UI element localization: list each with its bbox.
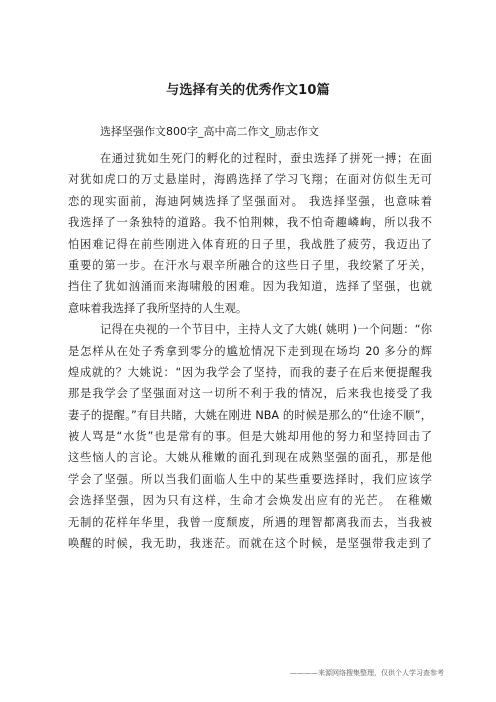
paragraph-line: 恋的现实面前，海迪阿姨选择了坚强面对。 我选择坚强，也意味着: [68, 194, 432, 208]
paragraph-line: 这些恼人的言论。大姚从稚嫩的面孔到现在成熟坚强的面孔，那是他: [68, 451, 432, 465]
paragraph-line: 煌成就的？大姚说：“因为我学会了坚持，而我的妻子在后来便提醒我: [68, 365, 432, 379]
paragraph-line: 记得在央视的一个节目中，主持人文了大姚( 姚明 )一个问题：“你: [100, 323, 432, 337]
paragraph-line: 唤醒的时候，我无助，我迷茫。而就在这个时候，是坚强带我走到了: [68, 537, 432, 551]
essay-subtitle: 选择坚强作文800字_高中高二作文_励志作文: [100, 125, 319, 138]
document-title: 与选择有关的优秀作文10篇: [166, 83, 330, 98]
paragraph-line: 学会了坚强。所以当我们面临人生中的某些重要选择时，我们应该学: [68, 472, 432, 486]
paragraph-line: 重要的第一步。在汗水与艰辛所融合的这些日子里，我绞紧了牙关，: [68, 258, 432, 272]
paragraph-line: 被人骂是“水货”也是常有的事。但是大姚却用他的努力和坚持回击了: [68, 430, 432, 444]
paragraph-line: 意味着我选择了我所坚持的人生观。: [68, 301, 248, 315]
paragraph-line: 妻子的提醒。”有目共睹，大姚在刚进 NBA 的时候是那么的“仕途不顺”，: [68, 408, 432, 422]
paragraph-line: 对犹如虎口的万丈悬崖时，海鸥选择了学习飞翔；在面对仿似生无可: [68, 173, 432, 187]
paragraph-line: 会选择坚强，因为只有这样，生命才会焕发出应有的光芒。 在稚嫩: [68, 494, 432, 508]
paragraph-line: 我选择了一条独特的道路。我不怕荆棘，我不怕奇趣嶙峋，所以我不: [68, 216, 432, 230]
source-footer: ————来源网络搜集整理，仅供个人学习查参考: [290, 669, 444, 677]
paragraph-line: 那是我学会了坚强面对这一切所不利于我的情况，后来我也接受了我: [68, 387, 432, 401]
paragraph-line: 在通过犹如生死门的孵化的过程时，蚕虫选择了拼死一搏；在面: [100, 152, 432, 165]
paragraph-line: 无制的花样年华里，我曾一度颓废，所遇的理智都离我而去，当我被: [68, 515, 432, 529]
paragraph-line: 是怎样从在处子秀拿到零分的尴尬情况下走到现在场均 20 多分的辉: [68, 344, 432, 358]
paragraph-line: 怕困难记得在前些刚进入体育班的日子里，我战胜了疲劳，我迈出了: [68, 237, 432, 251]
essay-body: [68, 148, 432, 554]
paragraph-line: 挡住了犹如汹涌而来海啸般的困难。因为我知道，选择了坚强，也就: [68, 280, 432, 294]
